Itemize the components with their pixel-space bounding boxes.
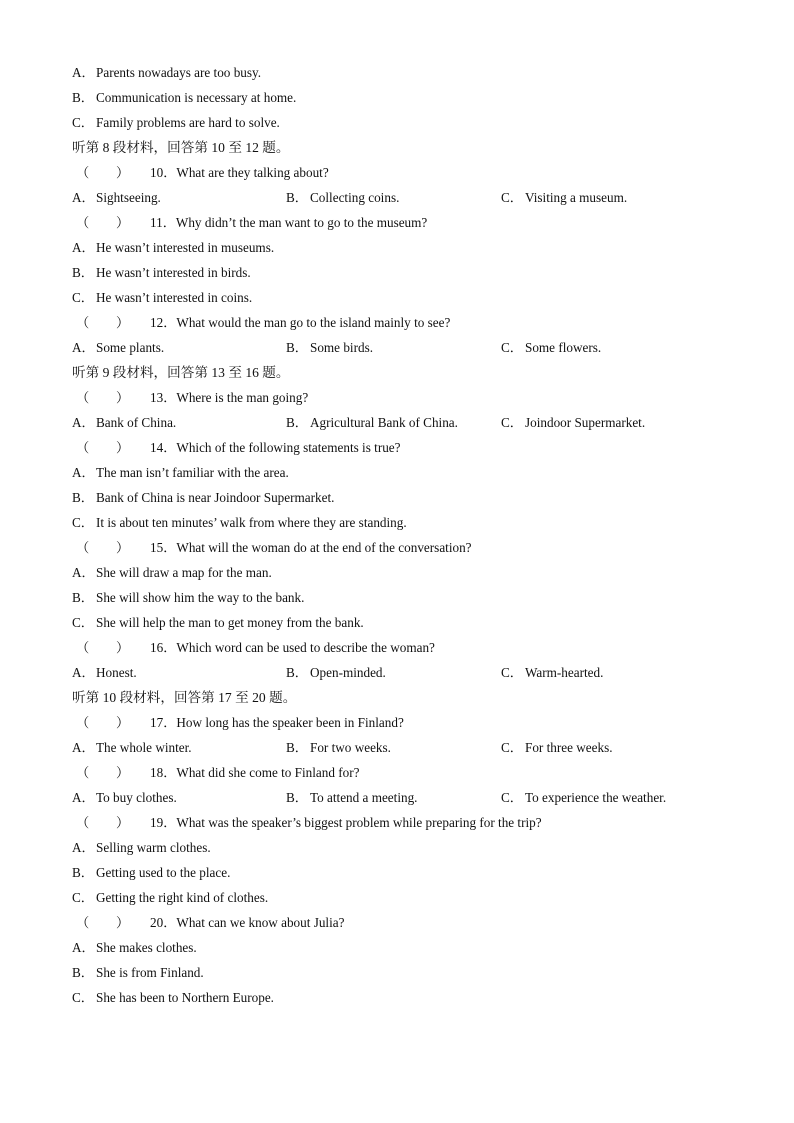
answer-option [72,463,732,488]
answer-option [72,988,732,1013]
answer-option [72,863,732,888]
answer-option [72,963,732,988]
option-text: Selling warm clothes. [96,840,211,855]
answer-blank[interactable] [72,913,150,933]
option-letter: B． [72,265,94,280]
answer-blank-close: ） [116,315,130,330]
answer-blank[interactable] [72,638,150,658]
option-letter: A． [72,340,95,355]
answer-option [72,88,732,113]
question-text: What will the woman do at the end of the conversation? [176,540,472,555]
answer-option [72,338,164,358]
question-number: 14． [150,440,177,455]
option-text: Getting used to the place. [96,865,231,880]
question-text: What are they talking about? [176,165,329,180]
question-line [72,763,732,788]
question-number: 16． [150,640,177,655]
question-number: 18． [150,765,177,780]
option-text: Communication is necessary at home. [96,90,297,105]
answer-option [72,63,732,88]
option-text: She will help the man to get money from the bank. [96,615,364,630]
option-text: Family problems are hard to solve. [96,115,280,130]
section-heading: 听第 9 段材料，回答第 13 至 16 题。 [72,365,290,380]
option-letter: B． [72,490,94,505]
answer-option [72,588,732,613]
question-text: Where is the man going? [176,390,309,405]
option-text: Bank of China. [96,415,177,430]
option-text: Some birds. [310,340,374,355]
option-letter: C． [72,515,94,530]
option-text: It is about ten minutes’ walk from where they are standing. [96,515,407,530]
option-text: Some flowers. [525,340,602,355]
answer-blank[interactable] [72,813,150,833]
answer-blank-open: （ [76,640,90,655]
answer-option [72,263,732,288]
answer-option [72,513,732,538]
answer-options-row [72,413,732,438]
option-letter: C． [501,665,523,680]
answer-option [72,288,732,313]
question-number: 12． [150,315,177,330]
option-text: Sightseeing. [96,190,161,205]
option-letter: A． [72,790,95,805]
option-text: For two weeks. [310,740,391,755]
option-letter: A． [72,415,95,430]
option-letter: B． [286,790,308,805]
answer-option [501,788,666,808]
option-text: Parents nowadays are too busy. [96,65,262,80]
option-letter: C． [72,290,94,305]
question-line [72,438,732,463]
option-letter: C． [72,115,94,130]
answer-blank[interactable] [72,538,150,558]
question-line [72,163,732,188]
answer-blank-open: （ [76,715,90,730]
option-text: Collecting coins. [310,190,400,205]
question-line [72,913,732,938]
answer-blank-close: ） [116,715,130,730]
answer-blank-close: ） [116,765,130,780]
answer-option [72,413,176,433]
option-text: The man isn’t familiar with the area. [96,465,289,480]
answer-blank[interactable] [72,763,150,783]
option-text: Bank of China is near Joindoor Supermarket. [96,490,335,505]
answer-option [286,738,391,758]
question-line [72,213,732,238]
answer-options-row [72,738,732,763]
answer-option [72,738,192,758]
option-text: Getting the right kind of clothes. [96,890,269,905]
question-number: 15． [150,540,177,555]
question-number: 19． [150,815,177,830]
answer-option [286,663,386,683]
question-text: Which word can be used to describe the woman? [176,640,435,655]
option-text: She makes clothes. [96,940,197,955]
question-line [72,388,732,413]
question-text: Which of the following statements is true? [176,440,401,455]
answer-option [286,788,417,808]
question-line [72,638,732,663]
option-letter: B． [286,190,308,205]
answer-option [501,188,627,208]
option-text: She will draw a map for the man. [96,565,272,580]
answer-option [501,738,613,758]
option-letter: B． [286,665,308,680]
question-text: What would the man go to the island mainly to see? [176,315,451,330]
option-letter: B． [286,740,308,755]
question-number: 17． [150,715,177,730]
question-number: 20． [150,915,177,930]
option-text: Joindoor Supermarket. [525,415,646,430]
answer-option [286,413,458,433]
answer-option [72,563,732,588]
question-text: Why didn’t the man want to go to the museum? [175,215,428,230]
answer-blank-open: （ [76,915,90,930]
option-text: She is from Finland. [96,965,204,980]
option-text: She will show him the way to the bank. [96,590,305,605]
option-text: He wasn’t interested in coins. [96,290,253,305]
option-letter: B． [286,340,308,355]
answer-option [501,338,601,358]
answer-blank-close: ） [116,640,130,655]
option-letter: C． [501,190,523,205]
option-text: To attend a meeting. [310,790,418,805]
answer-option [72,613,732,638]
option-letter: A． [72,840,95,855]
option-letter: C． [72,890,94,905]
question-number: 11． [150,215,176,230]
option-letter: C． [72,615,94,630]
option-letter: C． [72,990,94,1005]
option-letter: A． [72,190,95,205]
option-letter: B． [72,590,94,605]
option-text: Warm-hearted. [525,665,604,680]
exam-page-content [72,63,732,1013]
question-line [72,813,732,838]
answer-blank-close: ） [116,540,130,555]
answer-blank-open: （ [76,540,90,555]
answer-option [72,938,732,963]
option-text: He wasn’t interested in birds. [96,265,251,280]
answer-options-row [72,338,732,363]
question-text: What did she come to Finland for? [176,765,360,780]
answer-blank-open: （ [76,815,90,830]
answer-option [286,188,399,208]
answer-blank[interactable] [72,438,150,458]
option-text: To buy clothes. [96,790,177,805]
option-letter: A． [72,740,95,755]
option-text: The whole winter. [96,740,192,755]
option-text: To experience the weather. [525,790,667,805]
answer-blank-open: （ [76,315,90,330]
answer-option [286,338,373,358]
option-letter: A． [72,940,95,955]
answer-options-row [72,663,732,688]
answer-blank[interactable] [72,713,150,733]
option-letter: B． [72,965,94,980]
answer-option [72,488,732,513]
question-line [72,713,732,738]
option-text: He wasn’t interested in museums. [96,240,275,255]
answer-blank-close: ） [116,815,130,830]
answer-option [72,188,161,208]
option-text: Honest. [96,665,137,680]
option-text: For three weeks. [525,740,613,755]
answer-option [501,413,645,433]
answer-blank-open: （ [76,165,90,180]
question-number: 13． [150,390,177,405]
option-text: Open-minded. [310,665,386,680]
option-text: She has been to Northern Europe. [96,990,274,1005]
option-letter: C． [501,790,523,805]
answer-blank[interactable] [72,313,150,333]
answer-option [72,788,177,808]
answer-blank-close: ） [116,390,130,405]
option-text: Agricultural Bank of China. [310,415,458,430]
answer-blank[interactable] [72,388,150,408]
section-heading: 听第 8 段材料，回答第 10 至 12 题。 [72,140,290,155]
answer-blank-open: （ [76,765,90,780]
option-letter: A． [72,665,95,680]
answer-blank-close: ） [116,915,130,930]
option-letter: B． [72,90,94,105]
option-text: Visiting a museum. [525,190,628,205]
answer-blank-open: （ [76,390,90,405]
option-letter: C． [501,415,523,430]
answer-option [72,238,732,263]
question-number: 10． [150,165,177,180]
option-letter: B． [286,415,308,430]
answer-blank-open: （ [76,215,90,230]
question-text: What can we know about Julia? [176,915,345,930]
answer-option [72,838,732,863]
option-letter: A． [72,240,95,255]
question-line [72,538,732,563]
answer-option [72,113,732,138]
option-letter: C． [501,340,523,355]
answer-blank[interactable] [72,163,150,183]
answer-blank-close: ） [116,165,130,180]
option-text: Some plants. [96,340,165,355]
section-heading: 听第 10 段材料，回答第 17 至 20 题。 [72,690,297,705]
question-text: How long has the speaker been in Finland? [176,715,404,730]
option-letter: A． [72,465,95,480]
option-letter: A． [72,65,95,80]
option-letter: B． [72,865,94,880]
answer-options-row [72,188,732,213]
option-letter: C． [501,740,523,755]
answer-blank-open: （ [76,440,90,455]
question-line [72,313,732,338]
option-letter: A． [72,565,95,580]
answer-blank[interactable] [72,213,150,233]
answer-option [72,888,732,913]
question-text: What was the speaker’s biggest problem while preparing for the trip? [176,815,542,830]
answer-options-row [72,788,732,813]
answer-option [72,663,137,683]
answer-blank-close: ） [116,440,130,455]
answer-blank-close: ） [116,215,130,230]
answer-option [501,663,603,683]
